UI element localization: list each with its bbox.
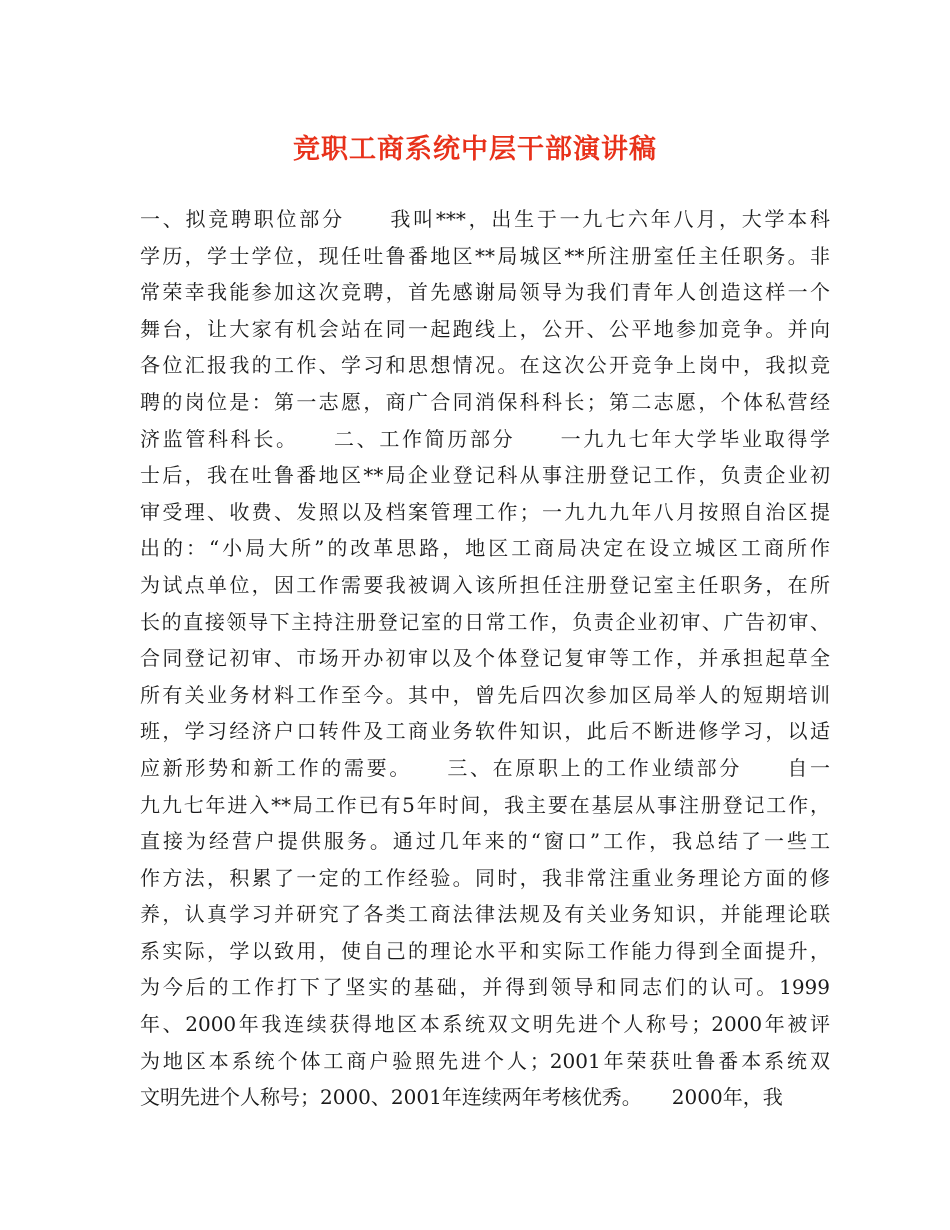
body-line-10: 出的：“小局大所”的改革思路，地区工商局决定在设立城区工商所作 <box>140 536 830 561</box>
body-line-24: 为地区本系统个体工商户验照先进个人；2001年荣获吐鲁番本系统双 <box>140 1048 830 1073</box>
body-line-11: 为试点单位，因工作需要我被调入该所担任注册登记室主任职务，在所 <box>140 572 830 597</box>
body-line-23: 年、2000年我连续获得地区本系统双文明先进个人称号；2000年被评 <box>140 1012 830 1037</box>
body-line-14: 所有关业务材料工作至今。其中，曾先后四次参加区局举人的短期培训 <box>140 682 830 707</box>
body-line-19: 作方法，积累了一定的工作经验。同时，我非常注重业务理论方面的修 <box>140 865 830 890</box>
body-line-7: 济监管科科长。 二、工作简历部分 一九九七年大学毕业取得学 <box>140 426 830 451</box>
body-line-1: 一、拟竞聘职位部分 我叫***，出生于一九七六年八月，大学本科 <box>140 207 830 231</box>
body-line-5: 各位汇报我的工作、学习和思想情况。在这次公开竞争上岗中，我拟竞 <box>140 353 830 378</box>
body-line-16: 应新形势和新工作的需要。 三、在原职上的工作业绩部分 自一 <box>140 755 830 780</box>
document-title: 竞职工商系统中层干部演讲稿 <box>293 134 657 165</box>
body-line-2: 学历，学士学位，现任吐鲁番地区**局城区**所注册室任主任职务。非 <box>140 243 830 268</box>
body-line-4: 舞台，让大家有机会站在同一起跑线上，公开、公平地参加竞争。并向 <box>140 316 830 341</box>
document-body <box>140 201 830 1116</box>
body-line-9: 审受理、收费、发照以及档案管理工作；一九九九年八月按照自治区提 <box>140 499 830 524</box>
body-line-13: 合同登记初审、市场开办初审以及个体登记复审等工作，并承担起草全 <box>140 646 830 671</box>
body-line-25: 文明先进个人称号；2000、2001年连续两年考核优秀。 2000年，我 <box>140 1085 783 1110</box>
body-line-12: 长的直接领导下主持注册登记室的日常工作，负责企业初审、广告初审、 <box>140 609 830 634</box>
body-line-15: 班，学习经济户口转件及工商业务软件知识，此后不断进修学习，以适 <box>140 719 830 744</box>
body-line-20: 养，认真学习并研究了各类工商法律法规及有关业务知识，并能理论联 <box>140 902 830 927</box>
body-line-6: 聘的岗位是：第一志愿，商广合同消保科科长；第二志愿，个体私营经 <box>140 389 830 414</box>
body-line-22: 为今后的工作打下了坚实的基础，并得到领导和同志们的认可。1999 <box>140 975 830 1000</box>
body-line-21: 系实际，学以致用，使自己的理论水平和实际工作能力得到全面提升， <box>140 938 830 963</box>
body-line-18: 直接为经营户提供服务。通过几年来的“窗口”工作，我总结了一些工 <box>140 829 830 854</box>
body-line-3: 常荣幸我能参加这次竞聘，首先感谢局领导为我们青年人创造这样一个 <box>140 280 830 305</box>
body-line-8: 士后，我在吐鲁番地区**局企业登记科从事注册登记工作，负责企业初 <box>140 463 830 488</box>
body-line-17: 九九七年进入**局工作已有5年时间，我主要在基层从事注册登记工作， <box>140 792 830 817</box>
